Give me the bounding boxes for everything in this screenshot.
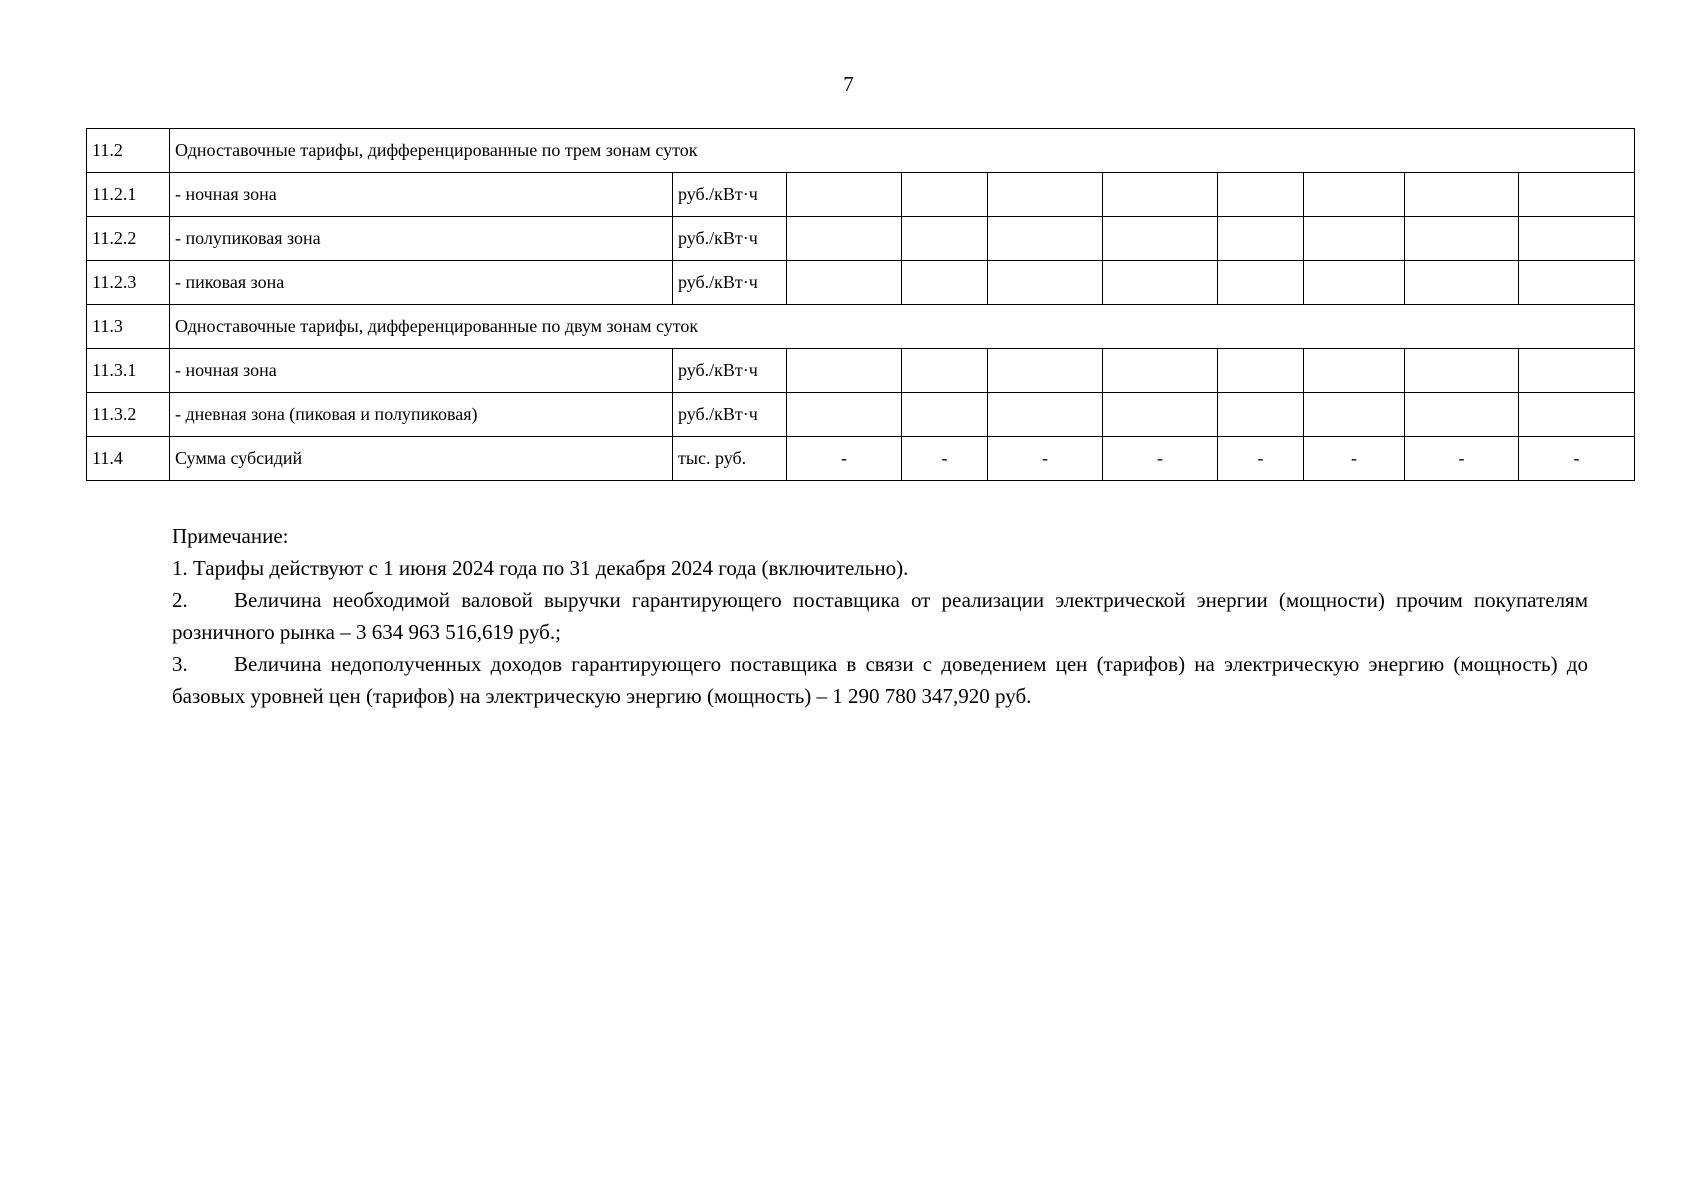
row-label: - ночная зона <box>170 349 673 393</box>
value-cell <box>1103 217 1218 261</box>
row-label: - пиковая зона <box>170 261 673 305</box>
section-label: Одноставочные тарифы, дифференцированные по двум зонам суток <box>170 305 1635 349</box>
row-unit: руб./кВт·ч <box>673 173 787 217</box>
row-number: 11.3 <box>87 305 170 349</box>
table-row <box>87 173 1635 217</box>
table-row <box>87 437 1635 481</box>
value-cell: - <box>902 437 988 481</box>
value-cell <box>1218 217 1304 261</box>
note-item-3-number: 3. <box>172 652 188 676</box>
value-cell <box>787 393 902 437</box>
notes-heading: Примечание: <box>172 524 289 548</box>
row-unit: руб./кВт·ч <box>673 217 787 261</box>
row-label: - полупиковая зона <box>170 217 673 261</box>
row-unit: руб./кВт·ч <box>673 393 787 437</box>
table-row <box>87 217 1635 261</box>
value-cell <box>1519 173 1635 217</box>
value-cell <box>787 217 902 261</box>
value-cell <box>1103 349 1218 393</box>
value-cell <box>787 261 902 305</box>
row-number: 11.3.1 <box>87 349 170 393</box>
value-cell <box>1103 393 1218 437</box>
value-cell <box>988 217 1103 261</box>
value-cell <box>1405 349 1519 393</box>
value-cell <box>1304 217 1405 261</box>
value-cell: - <box>1405 437 1519 481</box>
note-item-3-text: Величина недополученных доходов гарантирующего поставщика в связи с доведением цен (тарифов) на электрическую энергию (мощность) до базовых уровней цен (тарифов) на электрическую энергию (мощность) – 1 290 780 347,920 руб. <box>172 652 1588 708</box>
row-number: 11.3.2 <box>87 393 170 437</box>
row-label: Сумма субсидий <box>170 437 673 481</box>
value-cell <box>902 393 988 437</box>
value-cell <box>1304 173 1405 217</box>
value-cell <box>1519 261 1635 305</box>
note-item-3 <box>86 648 1588 712</box>
value-cell <box>902 349 988 393</box>
value-cell <box>1405 393 1519 437</box>
note-item-1: 1. Тарифы действуют с 1 июня 2024 года по 31 декабря 2024 года (включительно). <box>172 556 909 580</box>
value-cell <box>988 393 1103 437</box>
value-cell: - <box>1218 437 1304 481</box>
value-cell <box>1405 217 1519 261</box>
value-cell <box>988 173 1103 217</box>
value-cell: - <box>988 437 1103 481</box>
row-unit: тыс. руб. <box>673 437 787 481</box>
value-cell <box>1218 261 1304 305</box>
row-label: - дневная зона (пиковая и полупиковая) <box>170 393 673 437</box>
value-cell <box>1304 349 1405 393</box>
value-cell <box>988 349 1103 393</box>
row-number: 11.2.3 <box>87 261 170 305</box>
table-body <box>87 129 1635 481</box>
value-cell <box>1103 173 1218 217</box>
value-cell <box>1304 261 1405 305</box>
row-label: - ночная зона <box>170 173 673 217</box>
value-cell <box>1405 173 1519 217</box>
table-section-row <box>87 305 1635 349</box>
row-number: 11.2.2 <box>87 217 170 261</box>
row-unit: руб./кВт·ч <box>673 349 787 393</box>
value-cell <box>1519 349 1635 393</box>
value-cell: - <box>1304 437 1405 481</box>
value-cell <box>787 173 902 217</box>
notes-section <box>86 520 1588 712</box>
tariff-table <box>86 128 1635 481</box>
value-cell <box>902 217 988 261</box>
value-cell <box>1218 349 1304 393</box>
table-row <box>87 393 1635 437</box>
value-cell <box>1218 393 1304 437</box>
note-item-2-text: Величина необходимой валовой выручки гарантирующего поставщика от реализации электрической энергии (мощности) прочим покупателям розничного рынка – 3 634 963 516,619 руб.; <box>172 588 1588 644</box>
page-number: 7 <box>843 72 854 96</box>
value-cell: - <box>1103 437 1218 481</box>
note-item-2 <box>86 584 1588 648</box>
row-number: 11.2.1 <box>87 173 170 217</box>
value-cell <box>1304 393 1405 437</box>
value-cell <box>1405 261 1519 305</box>
section-label: Одноставочные тарифы, дифференцированные по трем зонам суток <box>170 129 1635 173</box>
value-cell <box>902 173 988 217</box>
note-item-2-number: 2. <box>172 588 188 612</box>
row-number: 11.2 <box>87 129 170 173</box>
value-cell <box>1519 393 1635 437</box>
value-cell: - <box>787 437 902 481</box>
table-row <box>87 349 1635 393</box>
row-unit: руб./кВт·ч <box>673 261 787 305</box>
table-section-row <box>87 129 1635 173</box>
row-number: 11.4 <box>87 437 170 481</box>
value-cell <box>1218 173 1304 217</box>
table-row <box>87 261 1635 305</box>
value-cell <box>902 261 988 305</box>
value-cell: - <box>1519 437 1635 481</box>
value-cell <box>988 261 1103 305</box>
value-cell <box>787 349 902 393</box>
value-cell <box>1519 217 1635 261</box>
value-cell <box>1103 261 1218 305</box>
